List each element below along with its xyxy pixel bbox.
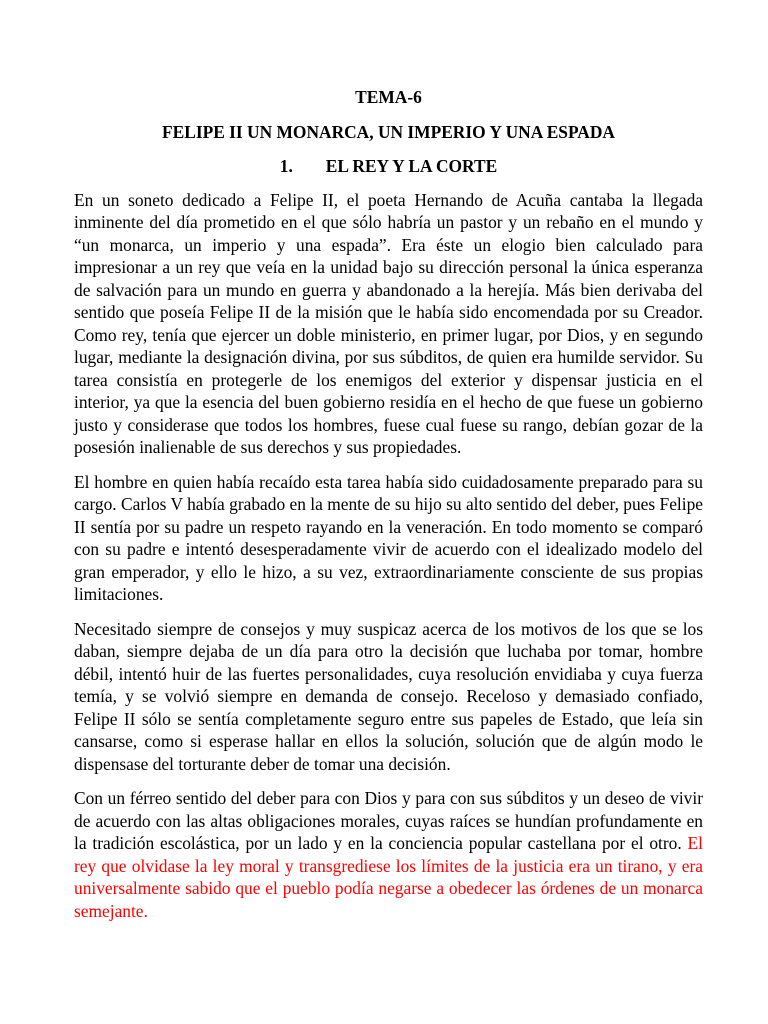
paragraph-3: Necesitado siempre de consejos y muy suspicaz acerca de los motivos de los que se los daban, siempre dejaba de un día para otro la decisión que luchaba por tomar, hombre débil, intentó huir de las fuertes personalidades, cuya resolución envidiaba y cuya fuerza temía, y se volvió siempre en demanda de consejo. Receloso y demasiado confiado, Felipe II sólo se sentía completamente seguro entre sus papeles de Estado, que leía sin cansarse, como si esperase hallar en ellos la solución, solución que de algún modo le dispensase del torturante deber de tomar una decisión. (74, 618, 703, 774)
topic-heading: TEMA-6 (355, 87, 422, 107)
document-title: FELIPE II UN MONARCA, UN IMPERIO Y UNA ESPADA (162, 121, 615, 142)
paragraph-2: El hombre en quien había recaído esta tarea había sido cuidadosamente preparado para su cargo. Carlos V había grabado en la mente de su hijo su alto sentido del deber, pues Felipe II sentía por su padre un respeto rayando en la veneración. En todo momento se comparó con su padre e intentó desesperadamente vivir de acuerdo con el idealizado modelo del gran emperador, y ello le hizo, a su vez, extraordinariamente consciente de sus propias limitaciones. (74, 471, 703, 604)
section-number: 1. (279, 156, 293, 176)
paragraph-4 (74, 787, 703, 922)
paragraph-4-text: Con un férreo sentido del deber para con Dios y para con sus súbditos y un deseo de vivir de acuerdo con las altas obligaciones morales, cuyas raíces se hundían profundamente en la tradición escolástica, por un lado y en la conciencia popular castellana por el otro. (74, 788, 703, 853)
section-heading (74, 155, 703, 178)
document-body (74, 86, 703, 934)
paragraph-1: En un soneto dedicado a Felipe II, el poeta Hernando de Acuña cantaba la llegada inminente del día prometido en el que sólo habría un pastor y un rebaño en el mundo y “un monarca, un imperio y una espada”. Era éste un elogio bien calculado para impresionar a un rey que veía en la unidad bajo su dirección personal la única esperanza de salvación para un mundo en guerra y abandonado a la herejía. Más bien derivaba del sentido que poseía Felipe II de la misión que le había sido encomendada por su Creador. Como rey, tenía que ejercer un doble ministerio, en primer lugar, por Dios, y en segundo lugar, mediante la designación divina, por sus súbditos, de quien era humilde servidor. Su tarea consistía en protegerle de los enemigos del exterior y dispensar justicia en el interior, ya que la esencia del buen gobierno residía en el hecho de que fuese un gobierno justo y considerase que todos los hombres, fuese cual fuese su rango, debían gozar de la posesión inalienable de sus derechos y sus propiedades. (74, 189, 703, 457)
section-title: EL REY Y LA CORTE (325, 156, 498, 176)
highlighted-text: El rey que olvidase la ley moral y transgrediese los límites de la justicia era un tirano, y era universalmente sabido que el pueblo podía negarse a obedecer las órdenes de un monarca semejante. (74, 833, 703, 921)
